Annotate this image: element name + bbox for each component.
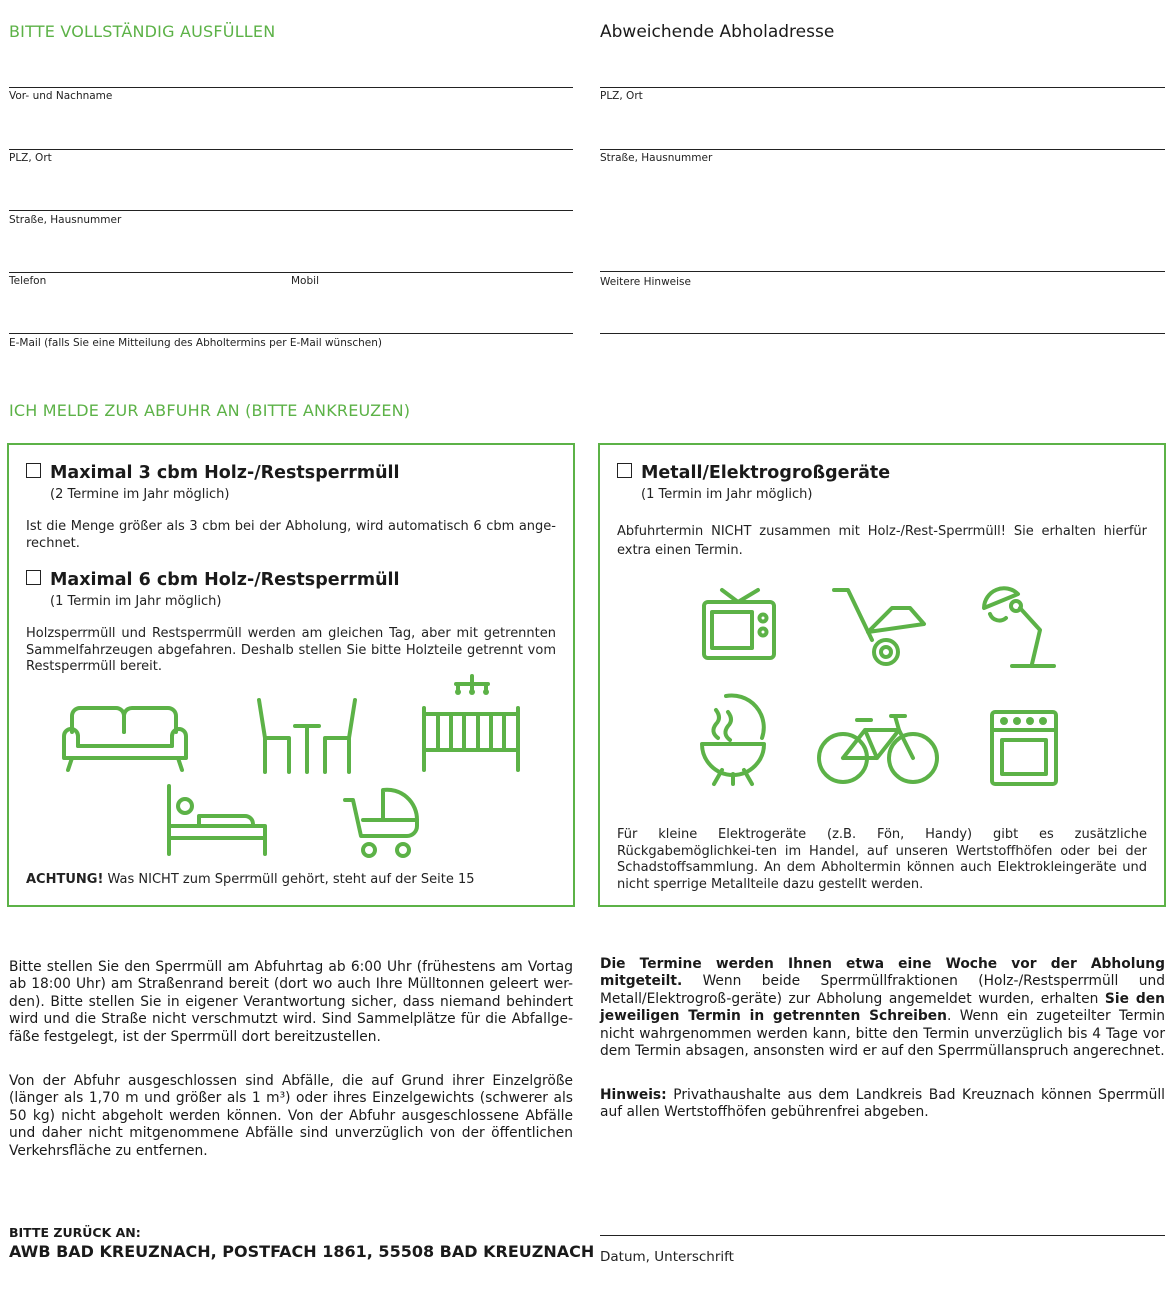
return-label: BITTE ZURÜCK AN: — [9, 1225, 141, 1240]
alt-plz-ort-label: PLZ, Ort — [600, 90, 643, 102]
stroller-icon — [343, 780, 423, 860]
plz-ort-label: PLZ, Ort — [9, 152, 52, 164]
lawnmower-icon — [830, 586, 930, 670]
table-chairs-icon — [255, 696, 359, 776]
option-metal-note: Abfuhrtermin NICHT zusammen mit Holz-/Rest-Sperrmüll! Sie erhalten hierfür extra einen Termin. — [617, 524, 1147, 558]
stove-icon — [988, 708, 1060, 788]
alt-street-label: Straße, Hausnummer — [600, 152, 713, 164]
option-6cbm-subtitle: (1 Termin im Jahr möglich) — [50, 594, 222, 609]
info-right-p2 — [600, 1087, 1165, 1122]
option-3cbm-note: Ist die Menge größer als 3 cbm bei der Abholung, wird automatisch 6 cbm ange-rechnet. — [26, 519, 556, 551]
phone-line[interactable] — [9, 272, 573, 273]
option-3cbm-title: Maximal 3 cbm Holz-/Restsperrmüll — [50, 463, 400, 483]
form-heading: BITTE VOLLSTÄNDIG AUSFÜLLEN — [9, 22, 276, 41]
name-label: Vor- und Nachname — [9, 90, 113, 102]
option-6cbm-note: Holzsperrmüll und Restsperrmüll werden am gleichen Tag, aber mit getrennten Sammelfahrzeugen abgefahren. Deshalb stellen Sie bitte Holzteile getrennt vom Restsperrmüll bereit. — [26, 626, 556, 674]
checkbox-3cbm[interactable] — [26, 463, 41, 478]
crib-icon — [420, 674, 522, 776]
phone-label: Telefon — [9, 275, 47, 287]
warning-text: Was NICHT zum Sperrmüll gehört, steht auf der Seite 15 — [103, 872, 475, 887]
info-right-p1 — [600, 956, 1165, 1060]
option-3cbm-subtitle: (2 Termine im Jahr möglich) — [50, 487, 230, 502]
warning-line — [26, 872, 475, 887]
info-right-p1-bold: Die Termine werden Ihnen etwa eine Woche vor der Abholung mitgeteilt. — [600, 956, 1165, 990]
checkbox-metal[interactable] — [617, 463, 632, 478]
alt-street-line[interactable] — [600, 149, 1165, 150]
email-label: E-Mail (falls Sie eine Mitteilung des Abholtermins per E-Mail wünschen) — [9, 337, 382, 349]
sofa-icon — [60, 702, 190, 774]
name-line[interactable] — [9, 87, 573, 88]
notes-line[interactable] — [600, 271, 1165, 272]
street-label: Straße, Hausnummer — [9, 214, 122, 226]
option-metal-title: Metall/Elektrogroßgeräte — [641, 463, 891, 483]
desk-lamp-icon — [978, 584, 1058, 672]
return-address: AWB BAD KREUZNACH, POSTFACH 1861, 55508 BAD KREUZNACH — [9, 1242, 595, 1261]
grill-icon — [698, 692, 768, 788]
info-right-p1-bold2: Sie den jeweiligen Termin in getrennten Schreiben — [600, 990, 1165, 1025]
alt-address-heading: Abweichende Abholadresse — [600, 22, 835, 42]
info-right-p1-text-a: Wenn beide Sperrmüllfraktionen (Holz-/Restsperrmüll und Metall/Elektrogroß-geräte) zur Abholung angemeldet wurden, erhalten — [600, 973, 1165, 1007]
bicycle-icon — [815, 710, 941, 788]
signature-label: Datum, Unterschrift — [600, 1249, 734, 1265]
signature-line[interactable] — [600, 1235, 1165, 1236]
notes-line-2[interactable] — [600, 333, 1165, 334]
info-right-p1-text-b: . Wenn ein zugeteilter Termin nicht wahrgenommen werden kann, bitte den Termin unverzüglich bis 4 Tage vor dem Termin absagen, ansonsten wird er auf den Sperrmüllanspruch angerechnet. — [600, 1008, 1165, 1060]
alt-plz-ort-line[interactable] — [600, 87, 1165, 88]
plz-ort-line[interactable] — [9, 149, 573, 150]
info-right-p2-text: Privathaushalte aus dem Landkreis Bad Kreuznach können Sperrmüll auf allen Wertstoffhöfen gebührenfrei abgeben. — [600, 1087, 1165, 1121]
street-line[interactable] — [9, 210, 573, 211]
warning-label: ACHTUNG! — [26, 872, 104, 887]
info-right-p2-bold: Hinweis: — [600, 1087, 667, 1103]
info-left-p1: Bitte stellen Sie den Sperrmüll am Abfuhrtag ab 6:00 Uhr (frühestens am Vortag ab 18:00 Uhr) am Straßenrand bereit (dort wo auch Ihre Mülltonnen geleert wer-den). Bitte stellen Sie in eigener Verantwortung sicher, dass niemand behindert wird und die Straße nicht verschmutzt wird. Sind Sammelplätze für die Abfallge-fäße festgelegt, ist der Sperrmüll dort bereitzustellen. — [9, 959, 573, 1045]
checkbox-6cbm[interactable] — [26, 570, 41, 585]
tv-icon — [700, 586, 778, 664]
option-6cbm-title: Maximal 6 cbm Holz-/Restsperrmüll — [50, 570, 400, 590]
notes-label: Weitere Hinweise — [600, 276, 691, 288]
option-metal-footer: Für kleine Elektrogeräte (z.B. Fön, Handy) gibt es zusätzliche Rückgabemöglichkei-ten im Handel, auf unseren Wertstoffhöfen oder bei der Schadstoffsammlung. An dem Abholtermin können auch Elektrokleingeräte und nicht sperrige Metallteile dazu gestellt werden. — [617, 827, 1147, 892]
email-line[interactable] — [9, 333, 573, 334]
info-left-p2: Von der Abfuhr ausgeschlossen sind Abfälle, die auf Grund ihrer Einzelgröße (länger als 1,70 m und größer als 1 m³) oder ihres Einzelgewichts (schwerer als 50 kg) nicht abgeholt werden können. Von der Abfuhr ausgeschlossene Abfälle und daher nicht mitgenommene Abfälle sind unverzüglich von der öffentlichen Verkehrsfläche zu entfernen. — [9, 1073, 573, 1159]
mobile-label: Mobil — [291, 275, 319, 287]
registration-heading: ICH MELDE ZUR ABFUHR AN (BITTE ANKREUZEN) — [9, 401, 411, 420]
option-metal-subtitle: (1 Termin im Jahr möglich) — [641, 487, 813, 502]
bed-icon — [165, 782, 269, 858]
